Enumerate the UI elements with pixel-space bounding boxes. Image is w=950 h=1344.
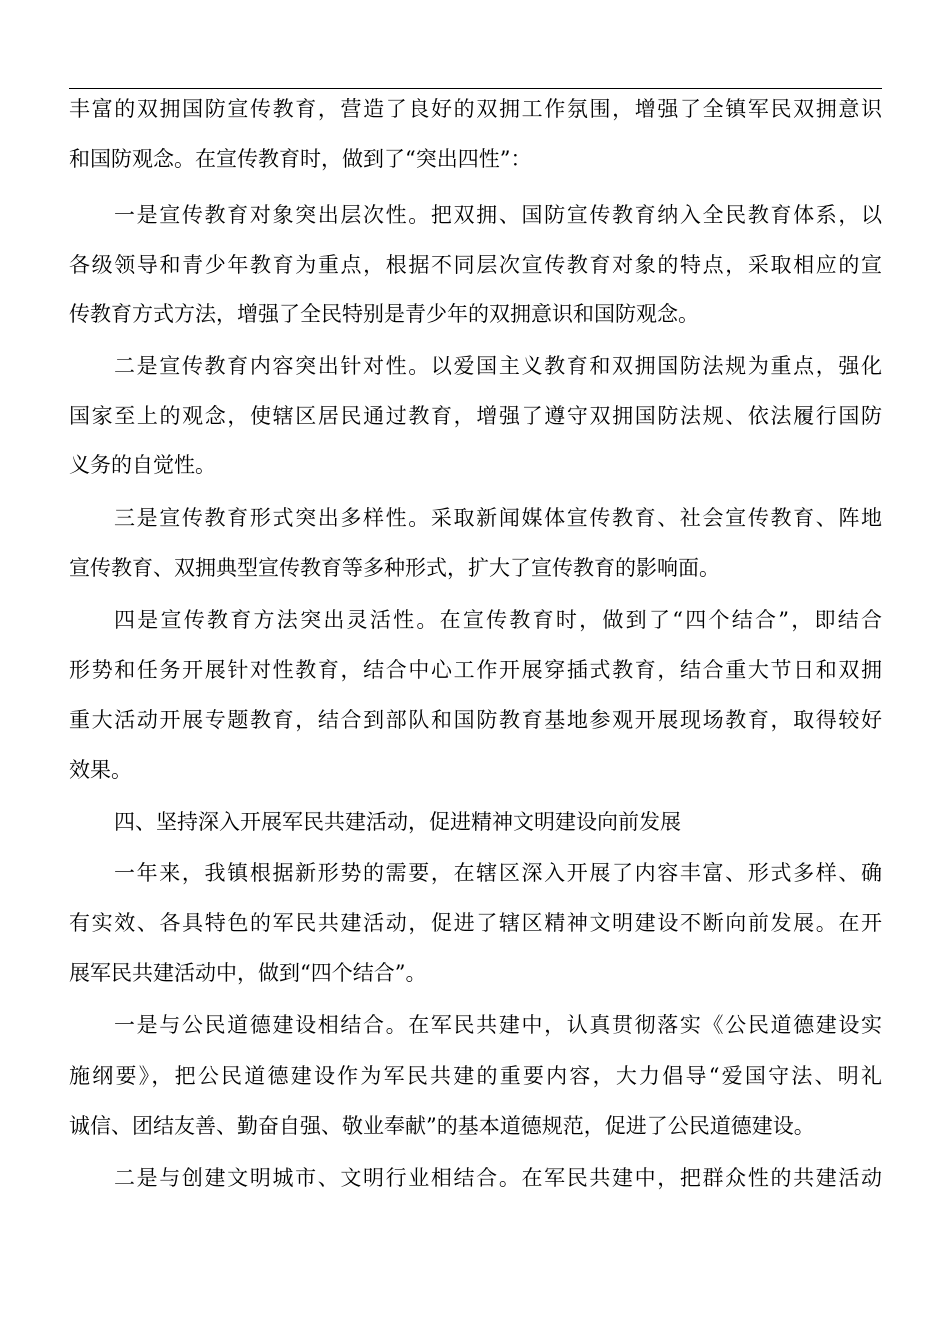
text-line: 有实效、各具特色的军民共建活动，促进了辖区精神文明建设不断向前发展。在开: [69, 911, 882, 935]
text-line: 国家至上的观念，使辖区居民通过教育，增强了遵守双拥国防法规、依法履行国防: [69, 404, 882, 428]
text-line: 一年来，我镇根据新形势的需要，在辖区深入开展了内容丰富、形式多样、确: [114, 861, 882, 885]
text-line: 各级领导和青少年教育为重点，根据不同层次宣传教育对象的特点，采取相应的宣: [69, 253, 882, 277]
text-line: 义务的自觉性。: [69, 453, 216, 477]
text-line: 和国防观念。在宣传教育时，做到了“突出四性”：: [69, 147, 532, 171]
text-line: 四是宣传教育方法突出灵活性。在宣传教育时，做到了“四个结合”，即结合: [114, 608, 882, 632]
text-line: 丰富的双拥国防宣传教育，营造了良好的双拥工作氛围，增强了全镇军民双拥意识: [69, 97, 882, 121]
text-line: 施纲要》，把公民道德建设作为军民共建的重要内容，大力倡导“爱国守法、明礼: [69, 1064, 882, 1088]
text-line: 一是宣传教育对象突出层次性。把双拥、国防宣传教育纳入全民教育体系，以: [114, 203, 882, 227]
text-line: 形势和任务开展针对性教育，结合中心工作开展穿插式教育，结合重大节日和双拥: [69, 658, 882, 682]
text-line: 重大活动开展专题教育，结合到部队和国防教育基地参观开展现场教育，取得较好: [69, 708, 882, 732]
text-line: 诚信、团结友善、勤奋自强、敬业奉献”的基本道德规范，促进了公民道德建设。: [69, 1114, 815, 1138]
text-line: 二是宣传教育内容突出针对性。以爱国主义教育和双拥国防法规为重点，强化: [114, 354, 882, 378]
text-line: 一是与公民道德建设相结合。在军民共建中，认真贯彻落实《公民道德建设实: [114, 1013, 882, 1037]
text-line: 宣传教育、双拥典型宣传教育等多种形式，扩大了宣传教育的影响面。: [69, 556, 720, 580]
text-line: 三是宣传教育形式突出多样性。采取新闻媒体宣传教育、社会宣传教育、阵地: [114, 506, 882, 530]
text-line: 效果。: [69, 758, 132, 782]
text-line: 传教育方式方法，增强了全民特别是青少年的双拥意识和国防观念。: [69, 302, 699, 326]
text-line: 展军民共建活动中，做到“四个结合”。: [69, 961, 427, 985]
text-line: 二是与创建文明城市、文明行业相结合。在军民共建中，把群众性的共建活动: [114, 1166, 882, 1190]
section-heading: 四、坚持深入开展军民共建活动，促进精神文明建设向前发展: [114, 810, 681, 834]
